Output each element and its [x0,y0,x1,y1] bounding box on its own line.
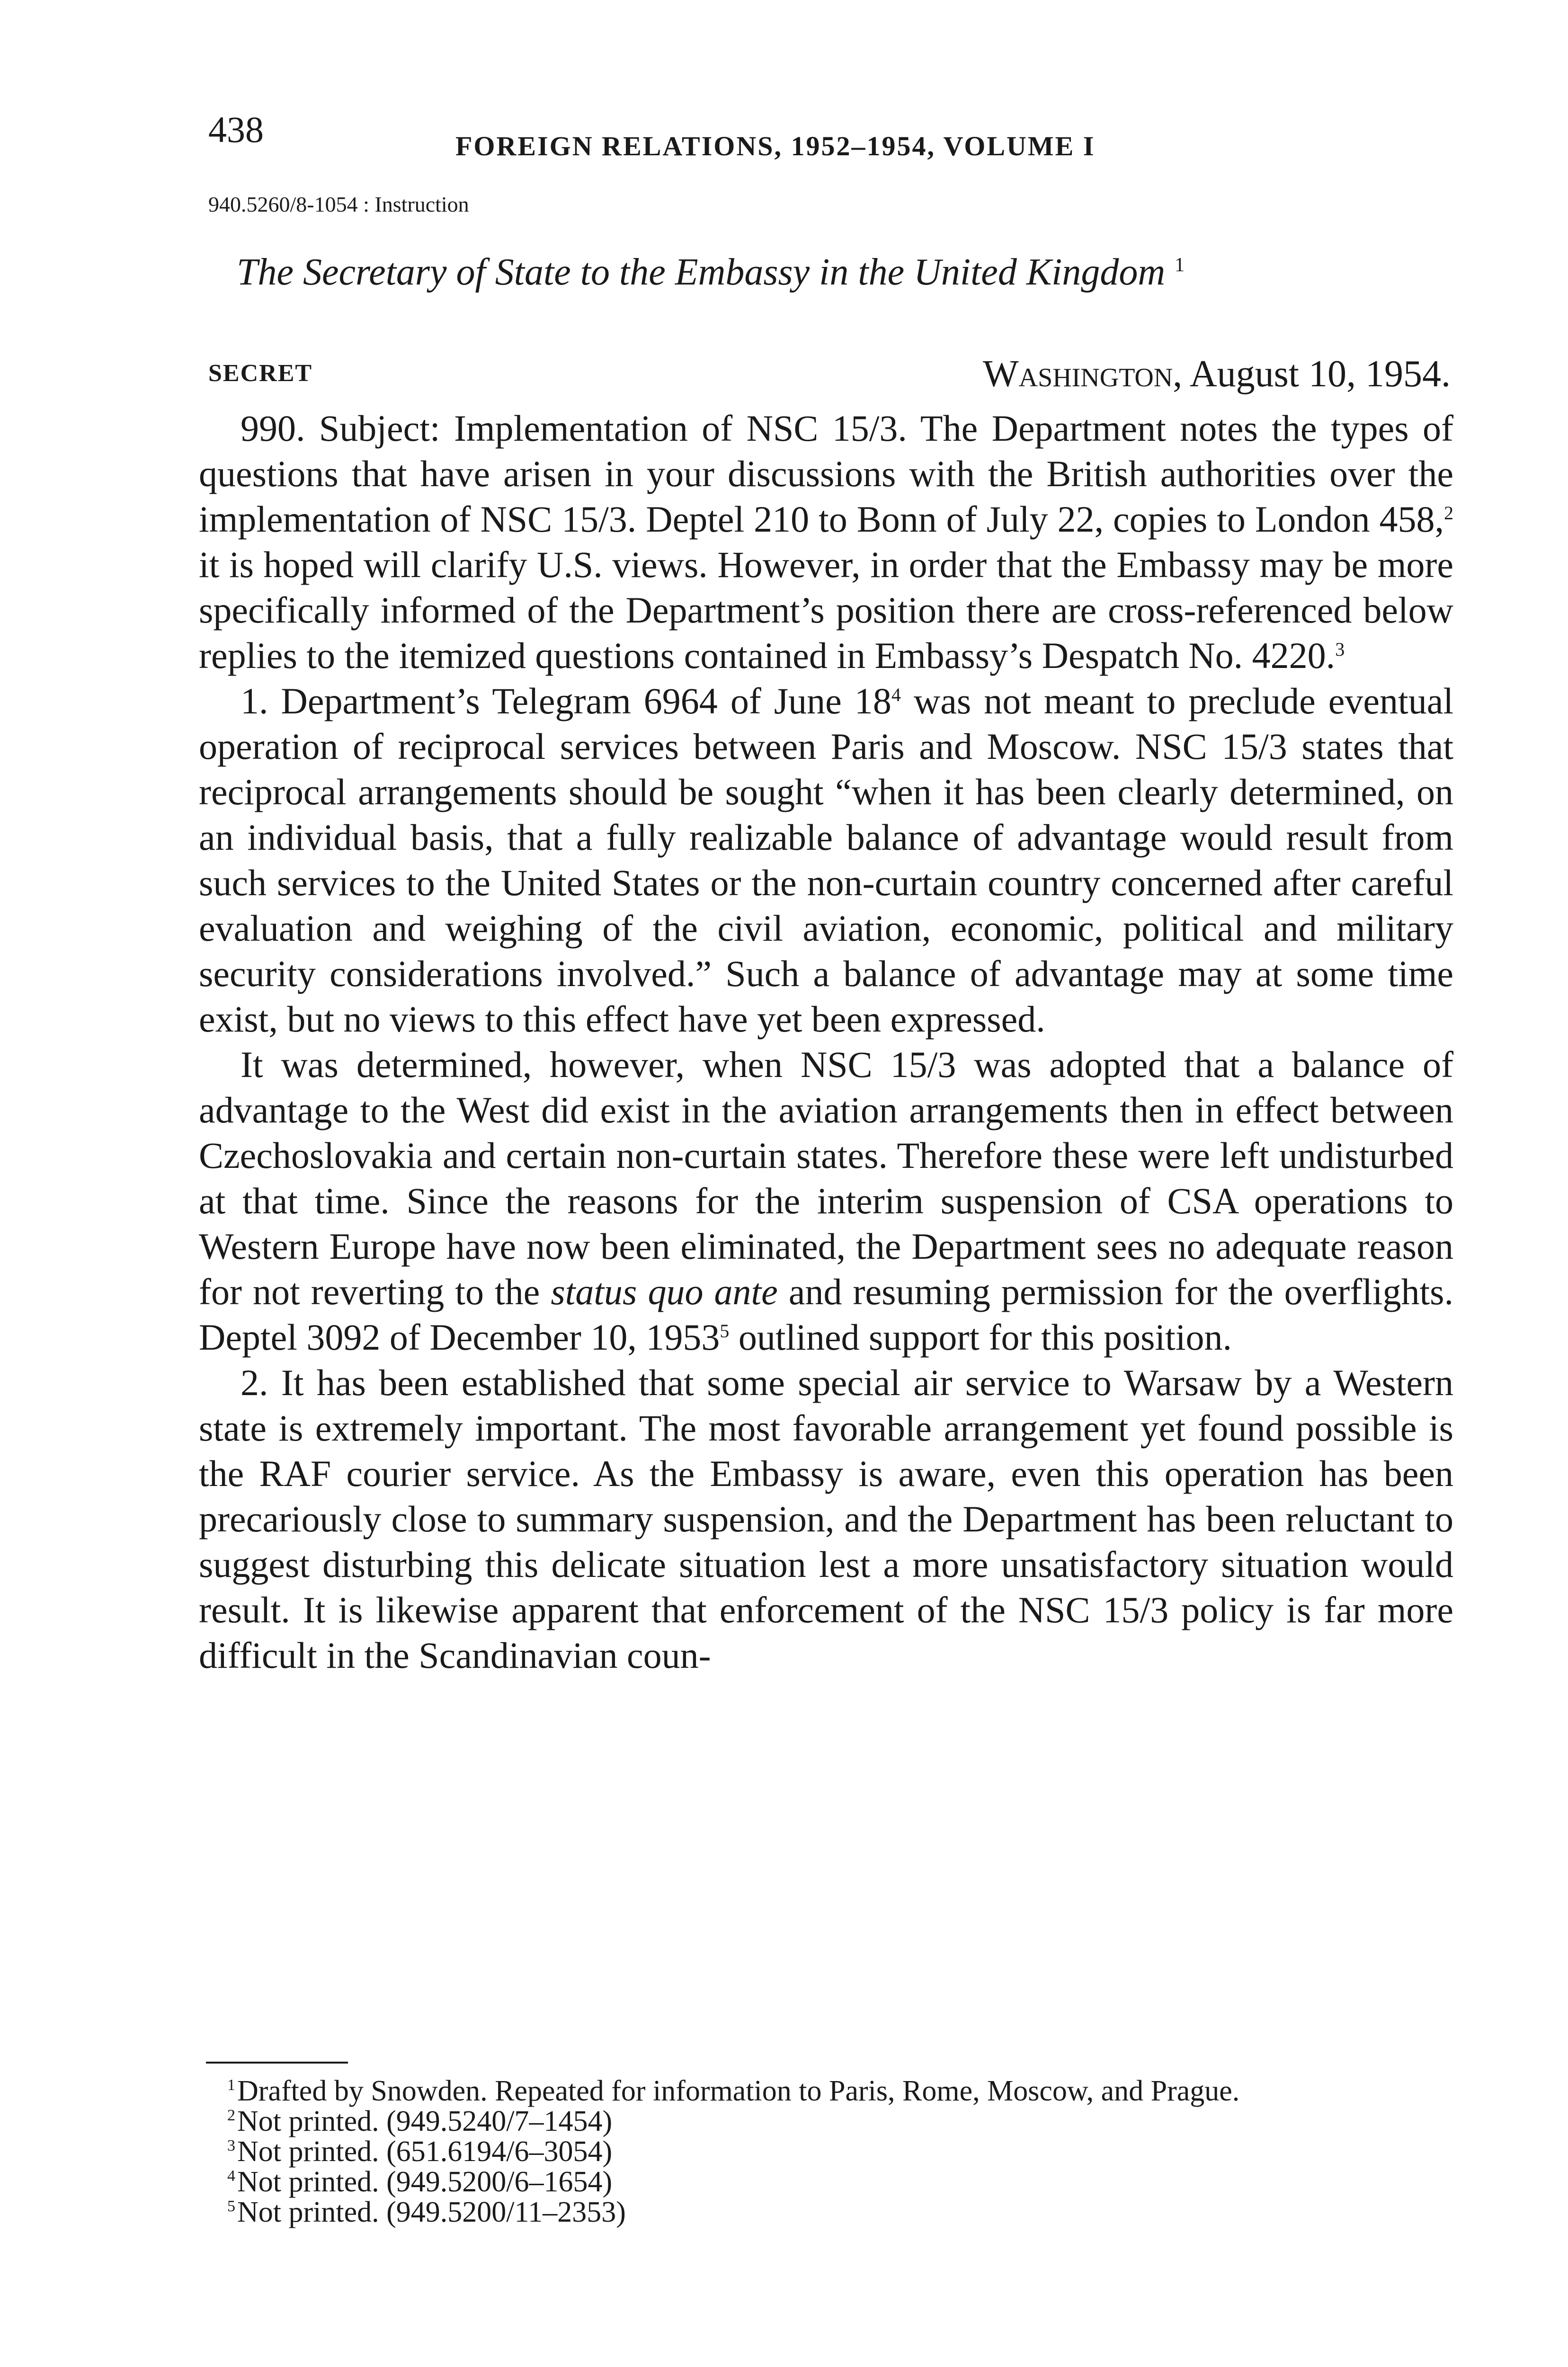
file-reference: 940.5260/8-1054 : Instruction [208,192,469,216]
footnote-mark: 1 [227,2076,235,2094]
footnote [199,2136,1439,2167]
classification-dateline [208,353,1451,400]
paragraph-text: was not meant to preclude eventual operation of reciprocal services between Paris and Moscow. NSC 15/3 states that reciprocal arrangements should be sought “when it has been clearly determined, on an individual basis, that a fully realizable balance of advantage would result from such services to the United States or the non-curtain country concerned after careful evaluation and weighing of the civil aviation, economic, political and military security considerations involved.” Such a balance of advantage may at some time exist, but no views to this effect have yet been expressed. [199,680,1453,1040]
document-heading [237,251,1185,294]
body-paragraph [199,1360,1453,1678]
footnote [199,2197,1439,2227]
running-header [208,111,1363,168]
paragraph-text: it is hoped will clarify U.S. views. However, in order that the Embassy may be more specifically informed of the Department’s position there are cross-referenced below replies to the itemized questions contained in Embassy’s Despatch No. 4220. [199,544,1453,676]
footnote-divider [206,2062,348,2064]
footnote-mark: 5 [227,2198,235,2215]
document-heading-text: The Secretary of State to the Embassy in the United Kingdom [237,251,1166,293]
heading-footnote-ref: 1 [1175,254,1185,276]
paragraph-text: 1. Department’s Telegram 6964 of June 18 [241,680,891,721]
dateline-place: Washington [983,353,1173,395]
footnote-text: Not printed. (949.5200/11–2353) [237,2196,626,2228]
footnote-text: Not printed. (651.6194/6–3054) [237,2136,613,2168]
footnote-mark: 3 [227,2137,235,2154]
paragraph-text: It was determined, however, when NSC 15/3 was adopted that a balance of advantage to the West did exist in the aviation arrangements then in effect between Czechoslovakia and certain non-curtain states. Therefore these were left undisturbed at that time. Since the reasons for the interim suspension of CSA operations to Western Europe have now been eliminated, the Department sees no adequate reason for not reverting to the [199,1044,1453,1312]
footnote-text: Not printed. (949.5240/7–1454) [237,2105,613,2137]
dateline-date: , August 10, 1954. [1173,353,1451,395]
footnote-ref: 5 [720,1320,730,1342]
footnote-text: Not printed. (949.5200/6–1654) [237,2166,613,2198]
italic-text: status quo ante [551,1271,778,1312]
page-number: 438 [208,109,264,150]
classification-label: SECRET [208,360,313,387]
body-paragraph [199,1042,1453,1360]
footnotes [199,2076,1439,2227]
paragraph-text: 2. It has been established that some special air service to Warsaw by a Western state is extremely important. The most favorable arrangement yet found possible is the RAF courier service. As the Embassy is aware, even this operation has been precariously close to summary suspension, and the Department has been reluctant to suggest disturbing this delicate situation lest a more unsatisfactory situation would result. It is likewise apparent that enforcement of the NSC 15/3 policy is far more difficult in the Scandinavian coun- [199,1362,1453,1676]
dateline [983,353,1451,396]
footnote-ref: 4 [891,684,901,705]
body-paragraph [199,678,1453,1042]
footnote-mark: 4 [227,2167,235,2185]
running-title: FOREIGN RELATIONS, 1952–1954, VOLUME I [455,131,1096,161]
body-text [199,406,1453,1678]
paragraph-text: 990. Subject: Implementation of NSC 15/3. The Department notes the types of questions that have arisen in your discussions with the British authorities over the implementation of NSC 15/3. Deptel 210 to Bonn of July 22, copies to London 458, [199,408,1453,540]
footnote [199,2167,1439,2197]
footnote-text: Drafted by Snowden. Repeated for information to Paris, Rome, Moscow, and Prague. [237,2075,1240,2107]
paragraph-text: outlined support for this position. [729,1317,1232,1358]
body-paragraph [199,406,1453,678]
footnote-ref: 3 [1335,639,1345,660]
paragraph-text: and resuming permission for the overflights. Deptel 3092 of December 10, 1953 [199,1271,1454,1358]
footnote [199,2076,1439,2106]
footnote-mark: 2 [227,2107,235,2124]
footnote [199,2106,1439,2136]
footnote-ref: 2 [1444,502,1453,524]
